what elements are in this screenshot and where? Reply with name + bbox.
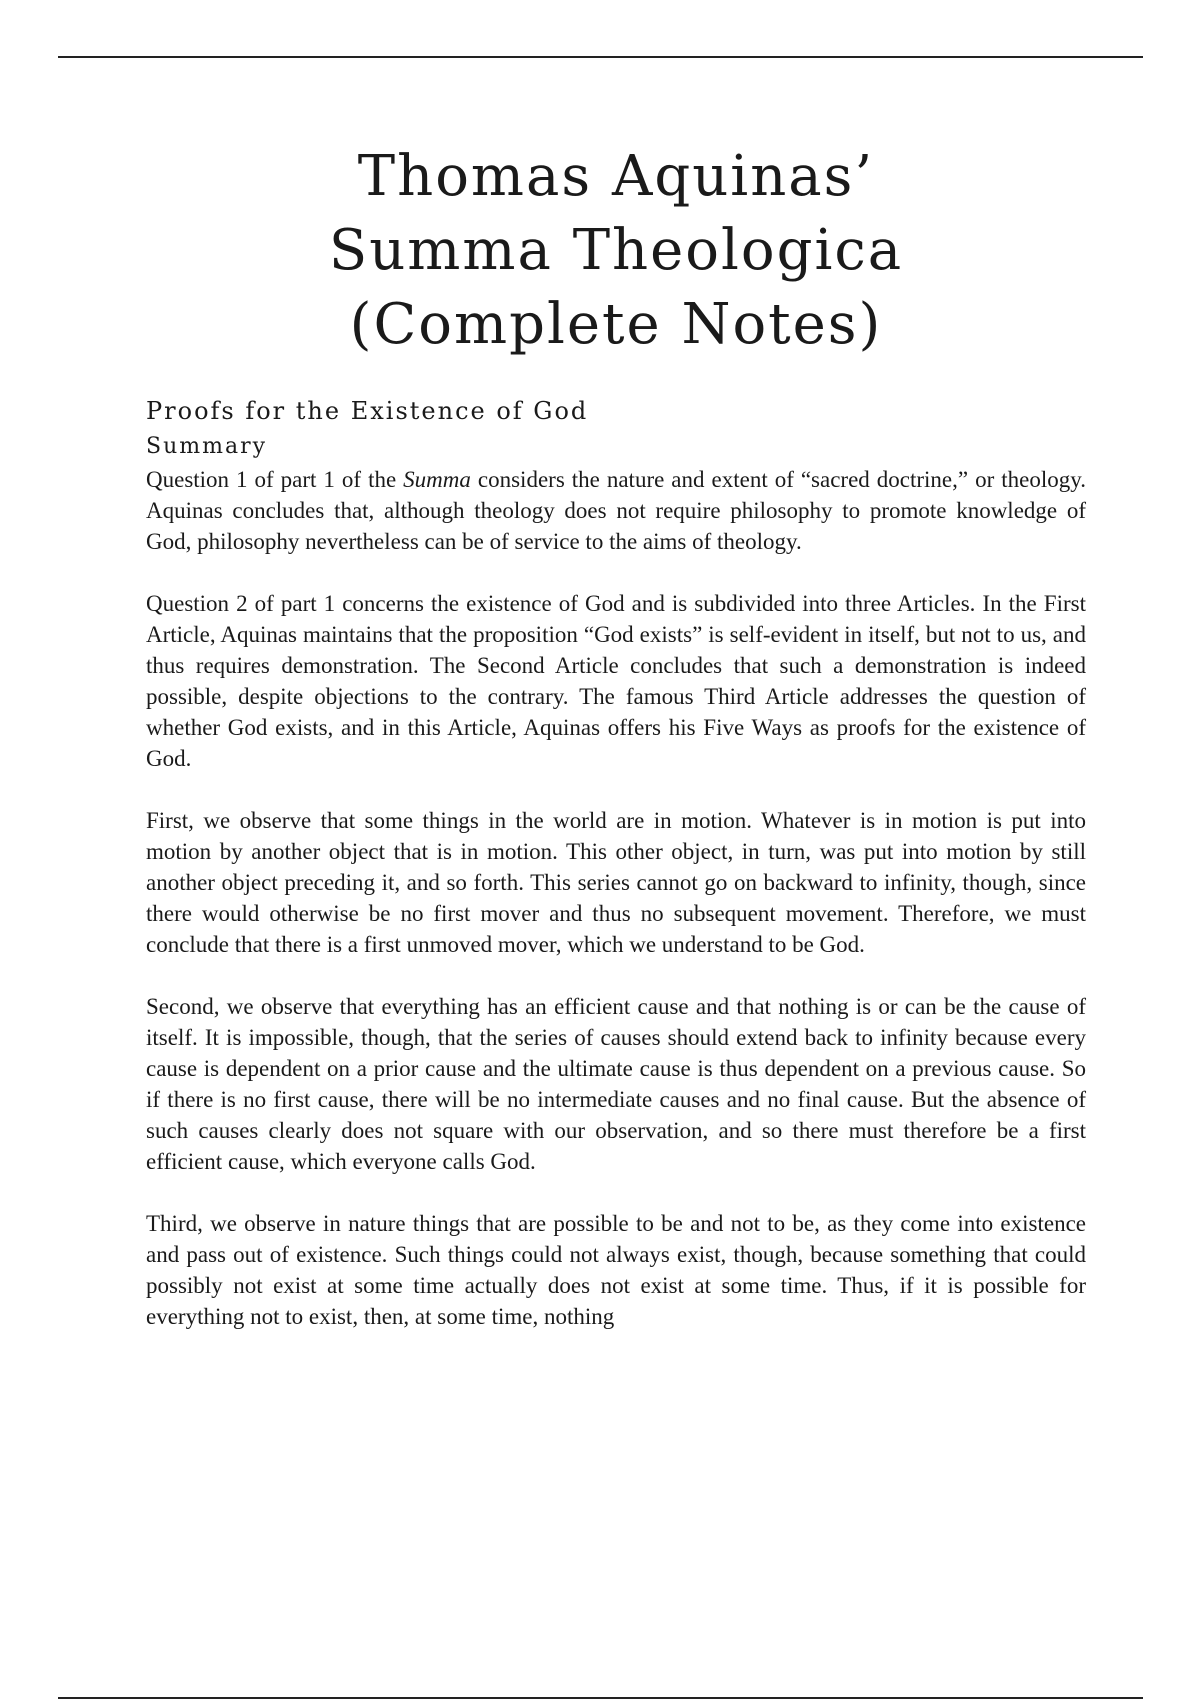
bottom-rule [58, 1697, 1143, 1699]
sub-heading: Summary [146, 434, 268, 459]
paragraph-5: Third, we observe in nature things that are possible to be and not to be, as they come into existence and pass out of existence. Such things could not always exist, though, because something that could possibly not exist at some time actually does not exist at some time. Thus, if it is possible for everything not to exist, then, at some time, nothing [146, 1211, 1086, 1329]
paragraph-4: Second, we observe that everything has an efficient cause and that nothing is or can be the cause of itself. It is impossible, though, that the series of causes should extend back to infinity because every cause is dependent on a prior cause and the ultimate cause is thus dependent on a previous cause. So if there is no first cause, there will be no intermediate causes and no final cause. But the absence of such causes clearly does not square with our observation, and so there must therefore be a first efficient cause, which everyone calls God. [146, 994, 1086, 1174]
top-rule [58, 56, 1143, 58]
title-line-3: (Complete Notes) [349, 292, 883, 357]
paragraph-3: First, we observe that some things in the world are in motion. Whatever is in motion is put into motion by another object that is in motion. This other object, in turn, was put into motion by still another object preceding it, and so forth. This series cannot go on backward to infinity, though, since there would otherwise be no first mover and thus no subsequent movement. Therefore, we must conclude that there is a first unmoved mover, which we understand to be God. [146, 808, 1086, 957]
paragraph-1-start: Question 1 of part 1 of the [146, 467, 404, 492]
document-body [146, 140, 1086, 1363]
paragraph-1-italic: Summa [403, 467, 471, 492]
paragraph-1 [146, 464, 1086, 557]
paragraph-1-end: considers the nature and extent of “sacred doctrine,” or theology. Aquinas concludes that, although theology does not require philosophy to promote knowledge of God, philosophy nevertheless can be of service to the aims of theology. [146, 467, 1086, 554]
section-heading: Proofs for the Existence of God [146, 397, 589, 425]
title-line-1: Thomas Aquinas’ [357, 144, 875, 209]
paragraph-2: Question 2 of part 1 concerns the existence of God and is subdivided into three Articles. In the First Article, Aquinas maintains that the proposition “God exists” is self-evident in itself, but not to us, and thus requires demonstration. The Second Article concludes that such a demonstration is indeed possible, despite objections to the contrary. The famous Third Article addresses the question of whether God exists, and in this Article, Aquinas offers his Five Ways as proofs for the existence of God. [146, 591, 1086, 771]
title-line-2: Summa Theologica [328, 218, 904, 283]
document-title [146, 140, 1086, 362]
